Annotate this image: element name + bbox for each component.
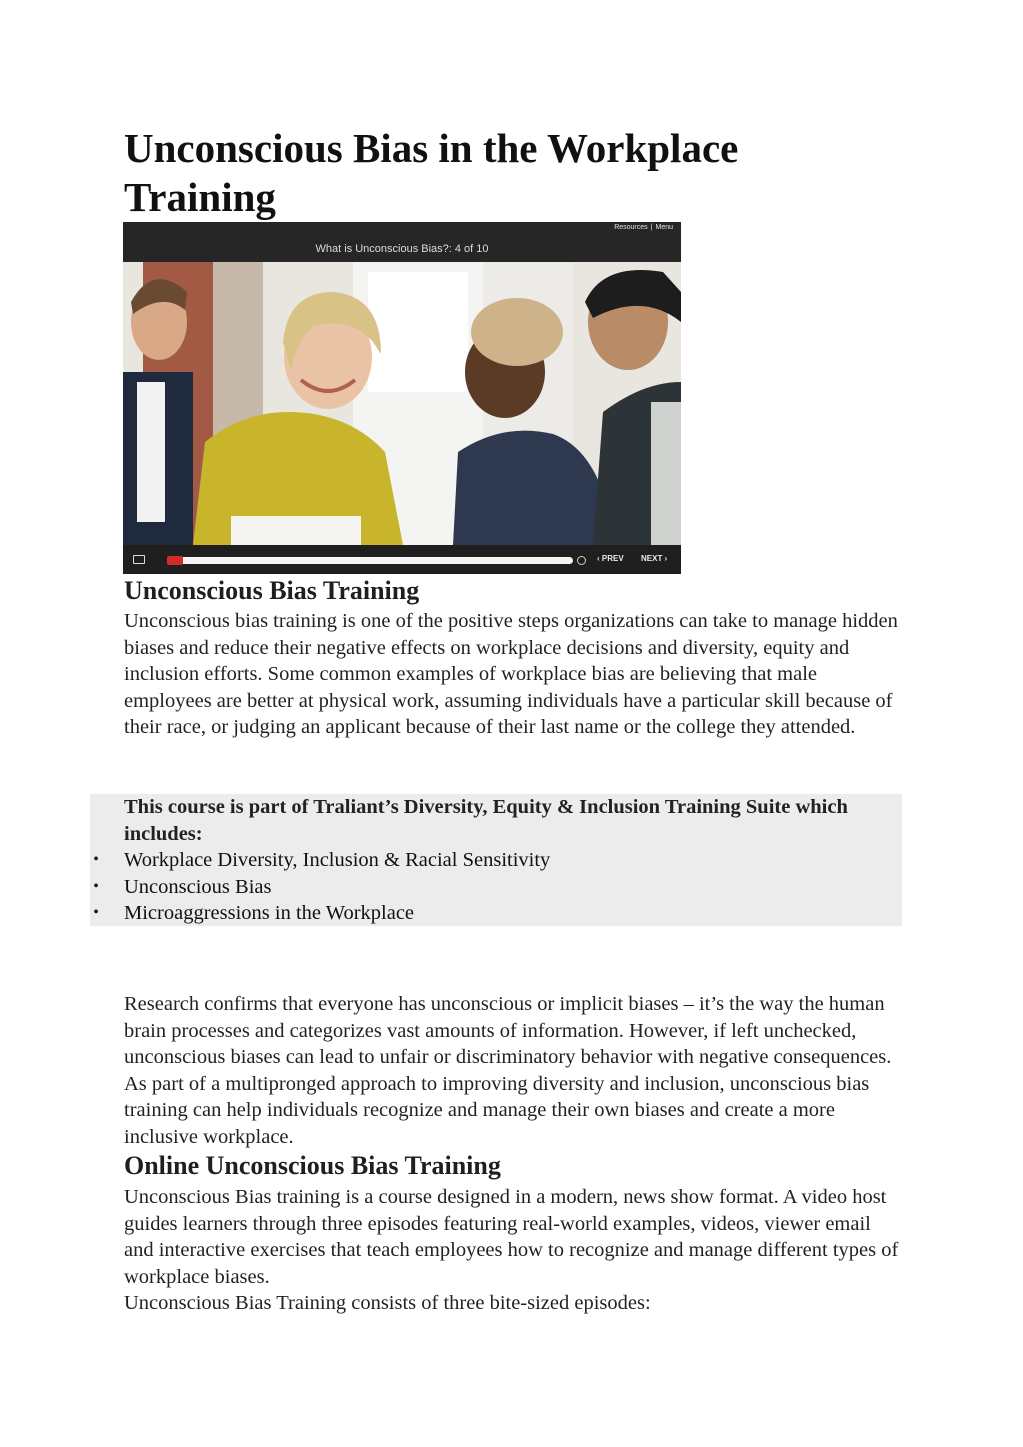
- page-title: Unconscious Bias in the Workplace Training: [124, 125, 739, 220]
- player-control-bar: [123, 545, 681, 574]
- list-item: • Microaggressions in the Workplace: [90, 900, 902, 927]
- prev-button[interactable]: ‹ PREV: [597, 554, 624, 563]
- online-paragraph: Unconscious Bias training is a course designed in a modern, news show format. A video host guides learners through three episodes featuring real-world examples, videos, viewer email and interactive exercises that teach employees how to recognize and manage different types of workplace biases.: [124, 1186, 899, 1288]
- video-player[interactable]: [123, 222, 681, 574]
- link-divider: |: [650, 224, 653, 231]
- research-paragraph: Research confirms that everyone has unconscious or implicit biases – it’s the way the human brain processes and categorizes vast amounts of information. However, if left unchecked, unconscious biases can lead to unfair or discriminatory behavior with negative consequences. As part of a multipronged approach to improving diversity and inclusion, unconscious bias training can help individuals recognize and manage their own biases and create a more inclusive workplace.: [124, 993, 892, 1148]
- section-heading-training: Unconscious Bias Training: [124, 576, 420, 605]
- progress-fill: [167, 556, 183, 565]
- team-photo: [123, 262, 681, 545]
- menu-link[interactable]: Menu: [655, 224, 673, 231]
- slide-title: What is Unconscious Bias?: 4 of 10: [315, 243, 489, 255]
- list-item: • Workplace Diversity, Inclusion & Racial Sensitivity: [90, 847, 902, 874]
- bullet-icon: •: [93, 851, 99, 868]
- bullet-icon: •: [93, 877, 99, 895]
- resources-link[interactable]: Resources: [614, 224, 648, 231]
- bullet-icon: •: [93, 904, 99, 922]
- next-button[interactable]: NEXT ›: [641, 554, 668, 563]
- episodes-intro: Unconscious Bias Training consists of three bite-sized episodes:: [124, 1292, 651, 1314]
- section-heading-online: Online Unconscious Bias Training: [124, 1151, 501, 1180]
- progress-track[interactable]: [167, 557, 573, 564]
- player-top-links: [614, 224, 673, 231]
- training-paragraph: Unconscious bias training is one of the positive steps organizations can take to manage hidden biases and reduce their negative effects on workplace decisions and diversity, equity and inclusion efforts. Some common examples of workplace bias are believing that male employees are better at physical work, assuming individuals have a particular skill because of their race, or judging an applicant because of their last name or the college they attended.: [124, 610, 898, 739]
- player-top-bar: [123, 222, 681, 262]
- suite-heading: This course is part of Traliant’s Diversity, Equity & Inclusion Training Suite which includes:: [124, 796, 848, 845]
- suite-list: [90, 847, 902, 927]
- replay-icon[interactable]: [577, 556, 586, 565]
- list-item: • Unconscious Bias: [90, 874, 902, 901]
- captions-icon[interactable]: [133, 555, 145, 564]
